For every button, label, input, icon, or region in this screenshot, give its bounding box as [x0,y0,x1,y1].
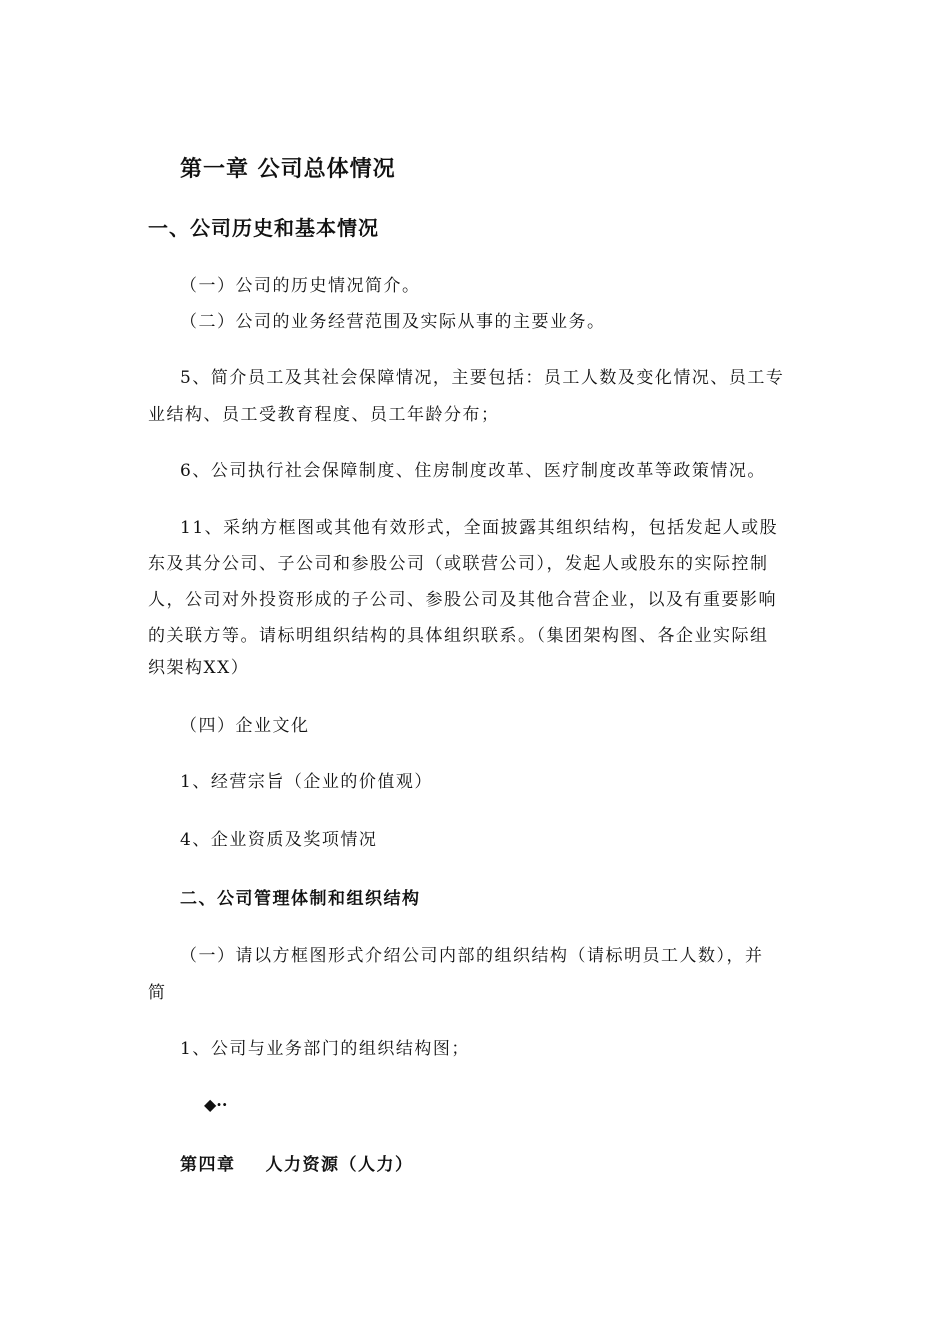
paragraph-11-line-2: 东及其分公司、子公司和参股公司（或联营公司），发起人或股东的实际控制 [148,554,769,574]
culture-item-4: 4、企业资质及奖项情况 [180,830,378,850]
paragraph-11-line-4: 的关联方等。请标明组织结构的具体组织联系。（集团架构图、各企业实际组 [148,626,769,646]
section-1-item-2: （二）公司的业务经营范围及实际从事的主要业务。 [180,312,606,332]
section-2-item-1-line-2: 简 [148,983,167,1003]
paragraph-6: 6、公司执行社会保障制度、住房制度改革、医疗制度改革等政策情况。 [180,461,766,481]
chapter-4-label: 第四章 [180,1155,236,1175]
paragraph-11-line-3: 人，公司对外投资形成的子公司、参股公司及其他合营企业，以及有重要影响 [148,590,777,610]
section-2-title: 二、公司管理体制和组织结构 [180,889,421,909]
paragraph-11-line-1: 11、采纳方框图或其他有效形式，全面披露其组织结构，包括发起人或股 [180,518,779,538]
chapter-1-title: 第一章 公司总体情况 [180,156,396,182]
enterprise-culture-heading: （四）企业文化 [180,716,310,736]
paragraph-11-line-5: 织架构XX） [148,658,250,678]
paragraph-5-line-1: 5、简介员工及其社会保障情况，主要包括：员工人数及变化情况、员工专 [180,368,785,388]
section-2-item-1-line-1: （一）请以方框图形式介绍公司内部的组织结构（请标明员工人数），并 [180,946,764,966]
section-1-item-1: （一）公司的历史情况简介。 [180,276,421,296]
chapter-4-title [180,1157,414,1174]
culture-item-1: 1、经营宗旨（企业的价值观） [180,772,433,792]
section-2-item-1-1: 1、公司与业务部门的组织结构图； [180,1039,470,1059]
chapter-4-name: 人力资源（人力） [265,1155,414,1175]
paragraph-5-line-2: 业结构、员工受教育程度、员工年龄分布； [148,405,500,425]
section-1-title: 一、公司历史和基本情况 [148,216,379,240]
bullet-diamond: ◆·· [204,1095,228,1114]
